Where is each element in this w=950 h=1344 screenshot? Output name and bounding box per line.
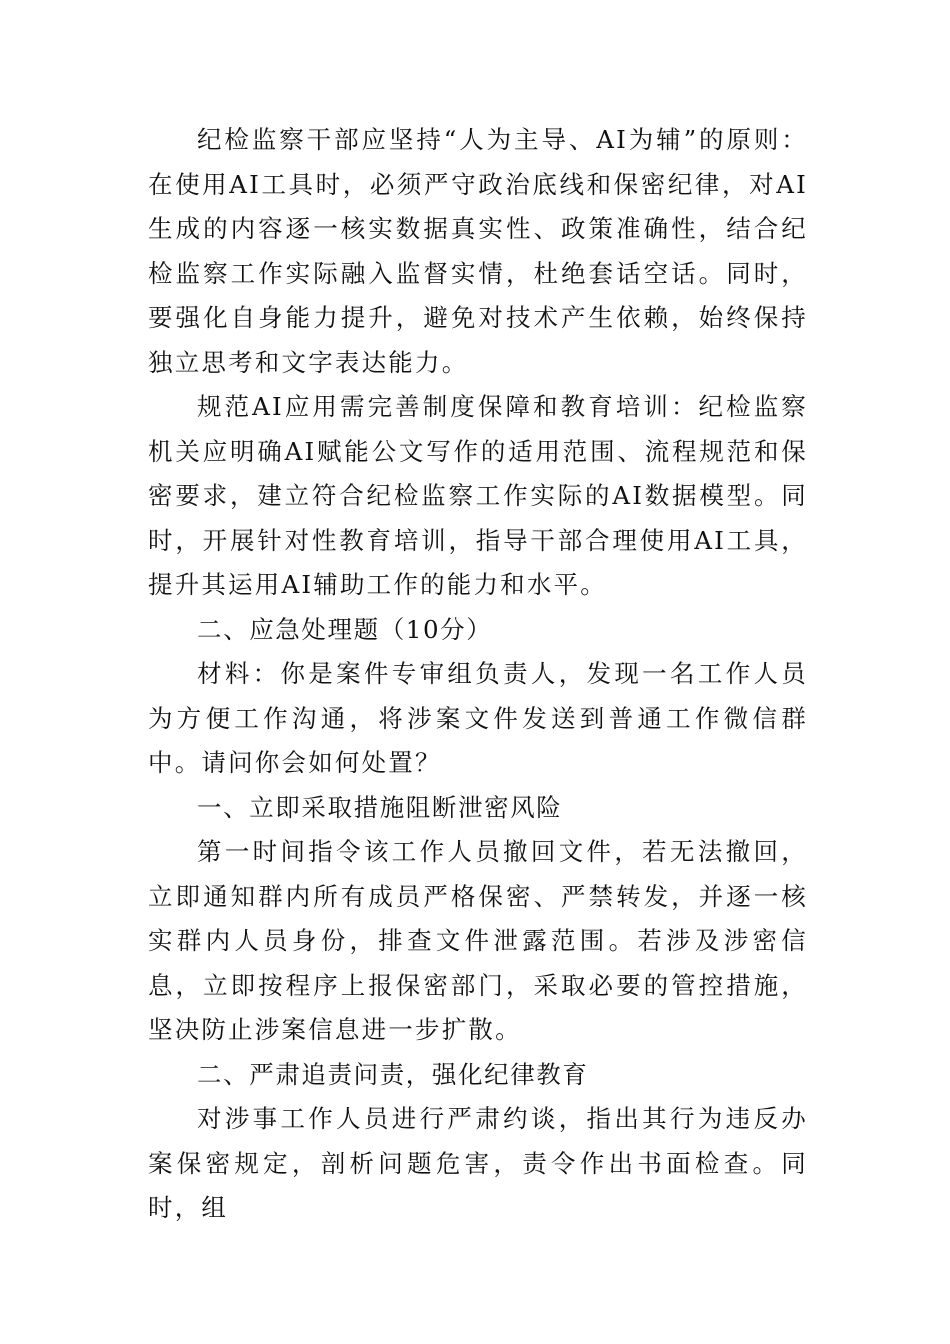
paragraph-block-leak-risk: 第一时间指令该工作人员撤回文件，若无法撤回，立即通知群内所有成员严格保密、严禁转发，并逐一核实群内人员身份，排查文件泄露范围。若涉及涉密信息，立即按程序上报保密部门，采取必要的管控措施，坚决防止涉案信息进一步扩散。 xyxy=(148,837,808,1044)
subheading-accountability: 二、严肃追责问责，强化纪律教育 xyxy=(197,1059,589,1089)
paragraph-ai-regulation: 规范AI应用需完善制度保障和教育培训：纪检监察机关应明确AI赋能公文写作的适用范围、流程规范和保密要求，建立符合纪检监察工作实际的AI数据模型。同时，开展针对性教育培训，指导干部合理使用AI工具，提升其运用AI辅助工作的能力和水平。 xyxy=(148,392,809,599)
paragraph-ai-principle: 纪检监察干部应坚持“人为主导、AI为辅”的原则：在使用AI工具时，必须严守政治底线和保密纪律，对AI生成的内容逐一核实数据真实性、政策准确性，结合纪检监察工作实际融入监督实情，杜绝套话空话。同时，要强化自身能力提升，避免对技术产生依赖，始终保持独立思考和文字表达能力。 xyxy=(148,125,808,377)
section-heading-emergency-question: 二、应急处理题（10分） xyxy=(197,614,493,644)
paragraph-accountability: 对涉事工作人员进行严肃约谈，指出其行为违反办案保密规定，剖析问题危害，责令作出书面检查。同时，组 xyxy=(148,1104,808,1222)
document-body xyxy=(148,118,808,1231)
subheading-block-leak-risk: 一、立即采取措施阻断泄密风险 xyxy=(197,792,563,822)
paragraph-material: 材料：你是案件专审组负责人，发现一名工作人员为方便工作沟通，将涉案文件发送到普通工作微信群中。请问你会如何处置？ xyxy=(148,659,808,777)
